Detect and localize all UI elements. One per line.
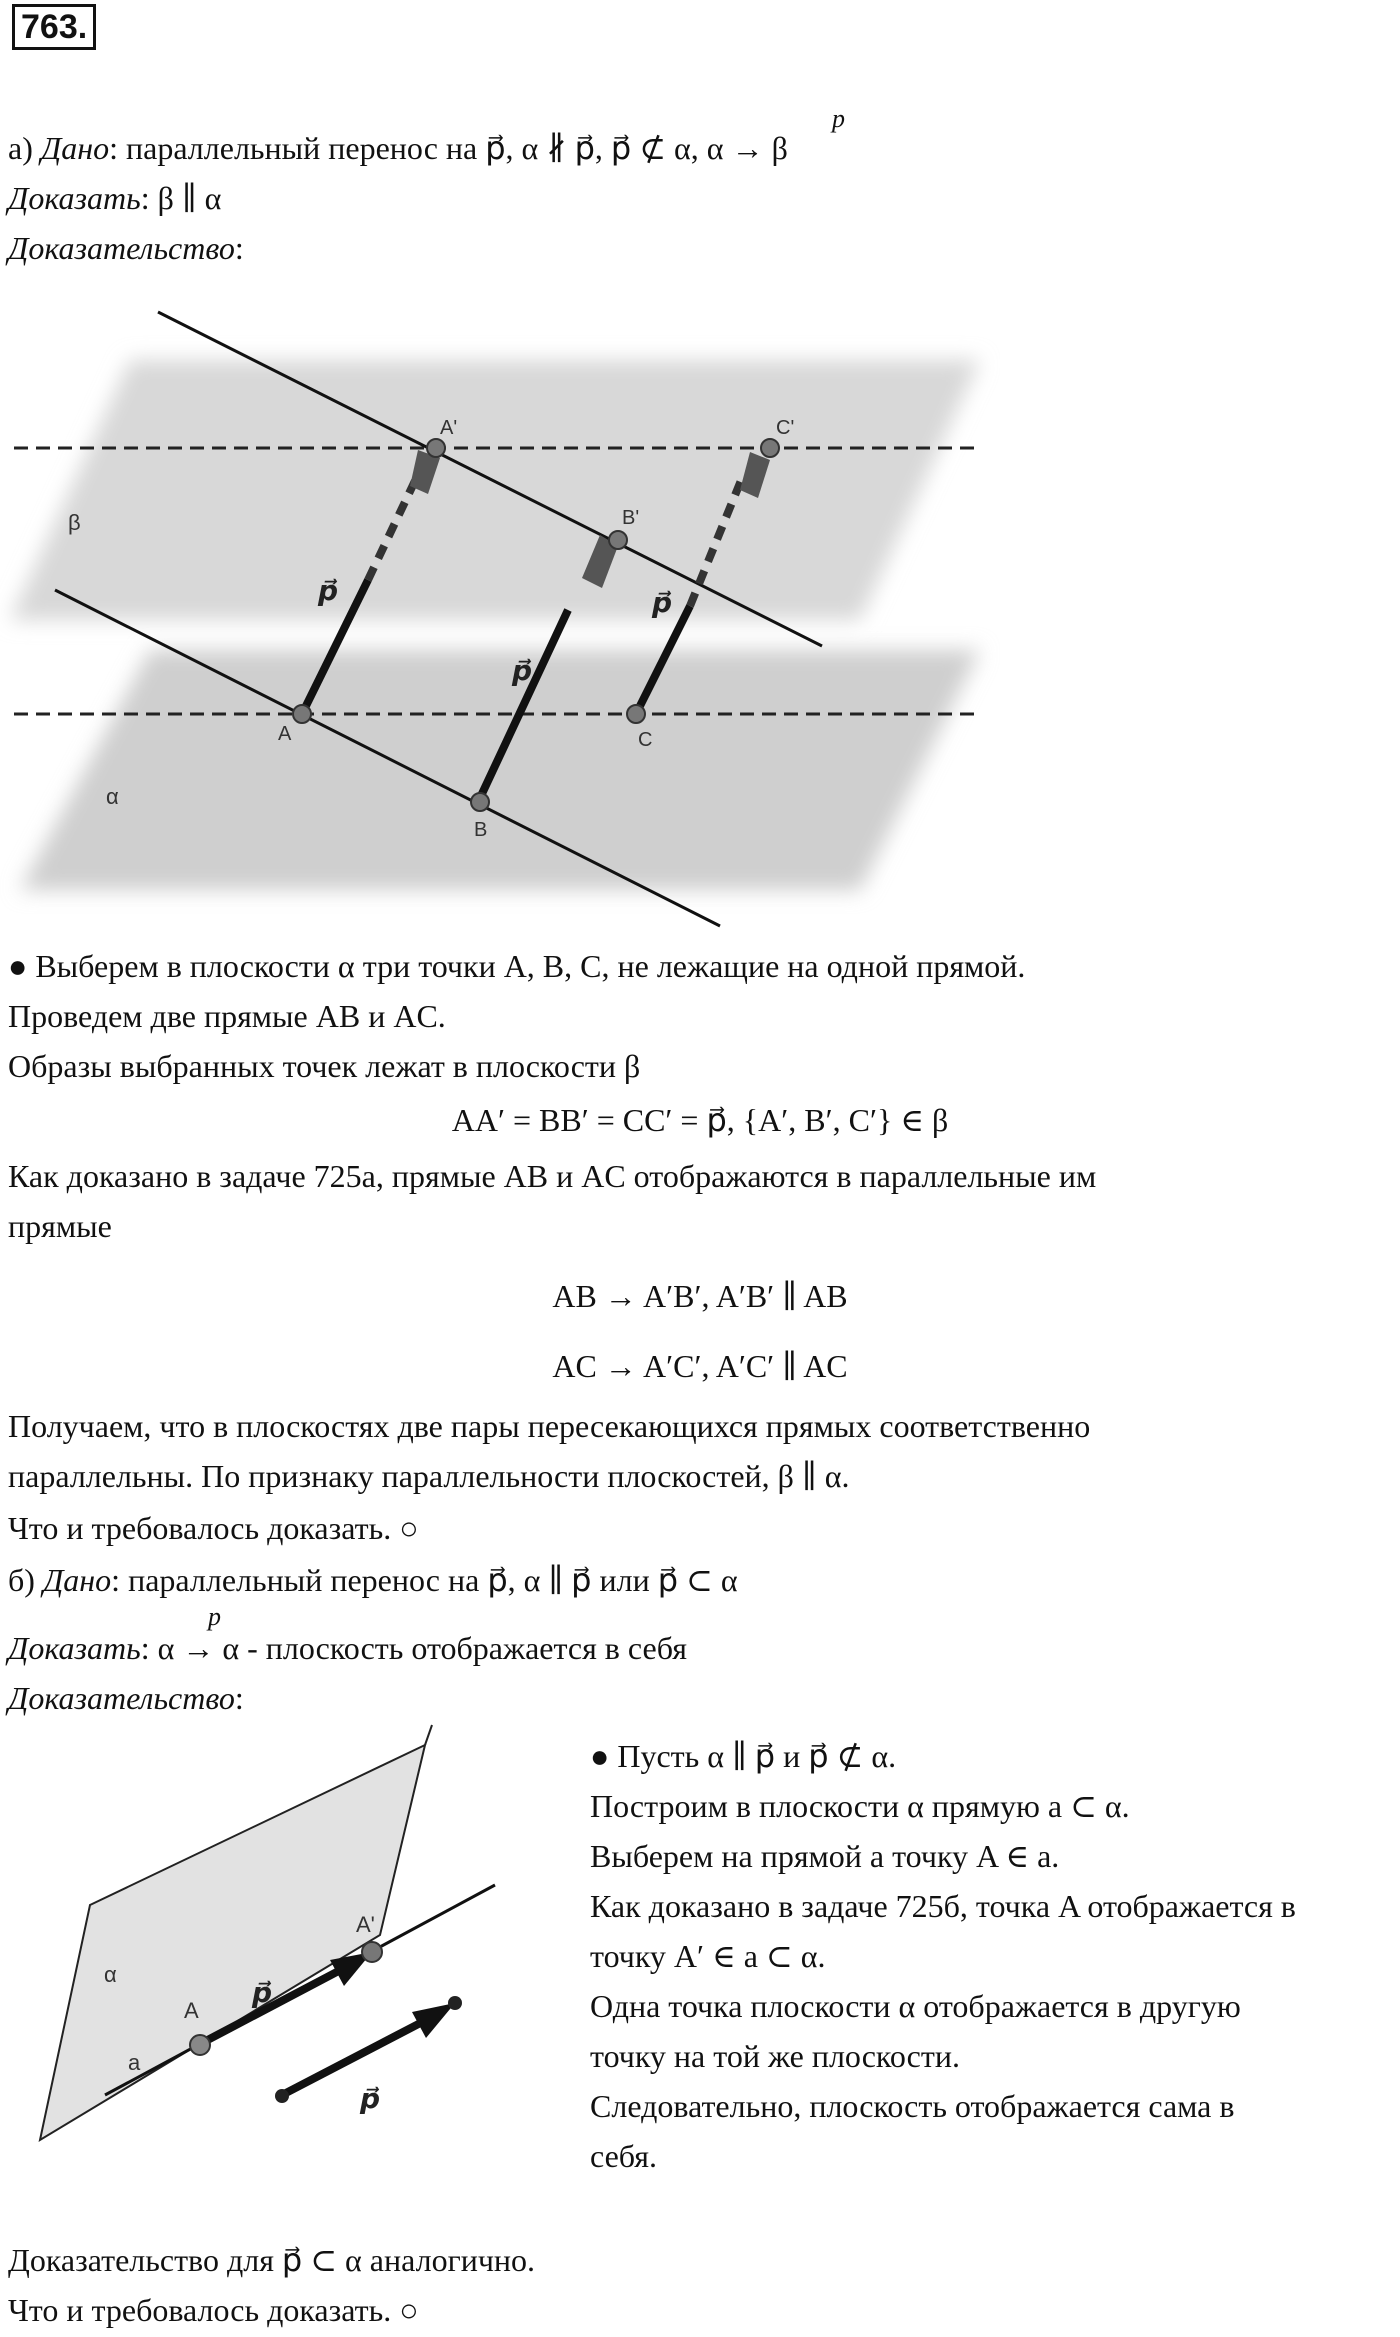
given-line-a: а) Дано: параллельный перенос на p⃗, α ∦ p⃗, p⃗ ⊄ α, α → β xyxy=(8,130,788,166)
qed-b: Что и требовалось доказать. ○ xyxy=(8,2292,419,2328)
label-beta: β xyxy=(68,510,81,535)
point-a1-b xyxy=(362,1942,382,1962)
label-p-3: p⃗ xyxy=(652,587,673,618)
figure-planes-translation xyxy=(0,290,1000,930)
text-line: точку на той же плоскости. xyxy=(590,2038,960,2074)
closing-line: Доказательство для p⃗ ⊂ α аналогично. xyxy=(8,2242,536,2278)
point-c1 xyxy=(761,439,779,457)
label-b: B xyxy=(474,819,488,841)
text-line: Построим в плоскости α прямую a ⊂ α. xyxy=(590,1788,1130,1824)
label-p-b1: p⃗ xyxy=(252,1977,273,2008)
label-b1: B' xyxy=(622,507,640,529)
point-c xyxy=(627,705,645,723)
label-a-point: A xyxy=(184,1998,199,2023)
label-p-1: p⃗ xyxy=(318,575,339,606)
proof-heading-a: Доказательство: xyxy=(8,230,244,266)
text-line: прямые xyxy=(8,1208,112,1244)
plane-beta xyxy=(10,360,980,620)
label-a1-point: A' xyxy=(356,1912,375,1937)
text-line: точку A′ ∈ a ⊂ α. xyxy=(590,1938,826,1974)
text-line: Получаем, что в плоскостях две пары пересекающихся прямых соответственно xyxy=(8,1408,1091,1444)
plane-alpha xyxy=(20,650,980,890)
point-a xyxy=(293,705,311,723)
label-a-line: a xyxy=(128,2050,141,2075)
point-a-b xyxy=(190,2035,210,2055)
label-alpha-b: α xyxy=(104,1962,117,1987)
figure-plane-line xyxy=(0,1720,560,2180)
qed-a: Что и требовалось доказать. ○ xyxy=(8,1510,419,1546)
text-line: Проведем две прямые AB и AC. xyxy=(8,998,446,1034)
label-a: A xyxy=(278,723,292,745)
text-line: Как доказано в задаче 725а, прямые AB и AC отображаются в параллельные им xyxy=(8,1158,1097,1194)
problem-number: 763. xyxy=(12,4,96,50)
arrow-vector-label: p⃗ xyxy=(832,104,866,133)
label-a1: A' xyxy=(440,417,458,439)
proof-heading-b: Доказательство: xyxy=(8,1680,244,1716)
vector-p-free xyxy=(282,2018,430,2095)
text-line: ● Выберем в плоскости α три точки A, B, C, не лежащие на одной прямой. xyxy=(8,948,1026,984)
point-b1 xyxy=(609,531,627,549)
given-line-b: б) Дано: параллельный перенос на p⃗, α ∥ p⃗ или p⃗ ⊂ α xyxy=(8,1562,738,1598)
text-line: Следовательно, плоскость отображается сама в xyxy=(590,2088,1235,2124)
formula-ab: AB → A′B′, A′B′ ∥ AB xyxy=(552,1278,848,1314)
formula-ac: AC → A′C′, A′C′ ∥ AC xyxy=(552,1348,848,1384)
label-p-2: p⃗ xyxy=(512,655,533,686)
text-line: ● Пусть α ∥ p⃗ и p⃗ ⊄ α. xyxy=(590,1738,897,1774)
text-line: себя. xyxy=(590,2138,657,2174)
text-line: параллельны. По признаку параллельности плоскостей, β ∥ α. xyxy=(8,1458,850,1494)
label-c1: C' xyxy=(776,417,795,439)
text-line: Одна точка плоскости α отображается в другую xyxy=(590,1988,1241,2024)
prove-word: Доказать xyxy=(8,180,141,216)
point-a1 xyxy=(427,439,445,457)
prove-line-a: Доказать: β ∥ α xyxy=(8,180,222,216)
given-word: Дано xyxy=(40,130,110,166)
arrow-vector-label-b: p⃗ xyxy=(208,1602,242,1631)
label-c: C xyxy=(638,729,653,751)
prove-line-b: Доказать: α → α - плоскость отображается в себя xyxy=(8,1630,687,1666)
text-line: Образы выбранных точек лежат в плоскости β xyxy=(8,1048,641,1084)
label-alpha: α xyxy=(106,784,119,809)
point-b xyxy=(471,793,489,811)
formula-vectors: AA′ = BB′ = CC′ = p⃗, {A′, B′, C′} ∈ β xyxy=(451,1102,949,1138)
label-p-b2: p⃗ xyxy=(360,2083,381,2114)
text-line: Как доказано в задаче 725б, точка A отображается в xyxy=(590,1888,1296,1924)
text-line: Выберем на прямой a точку A ∈ a. xyxy=(590,1838,1060,1874)
